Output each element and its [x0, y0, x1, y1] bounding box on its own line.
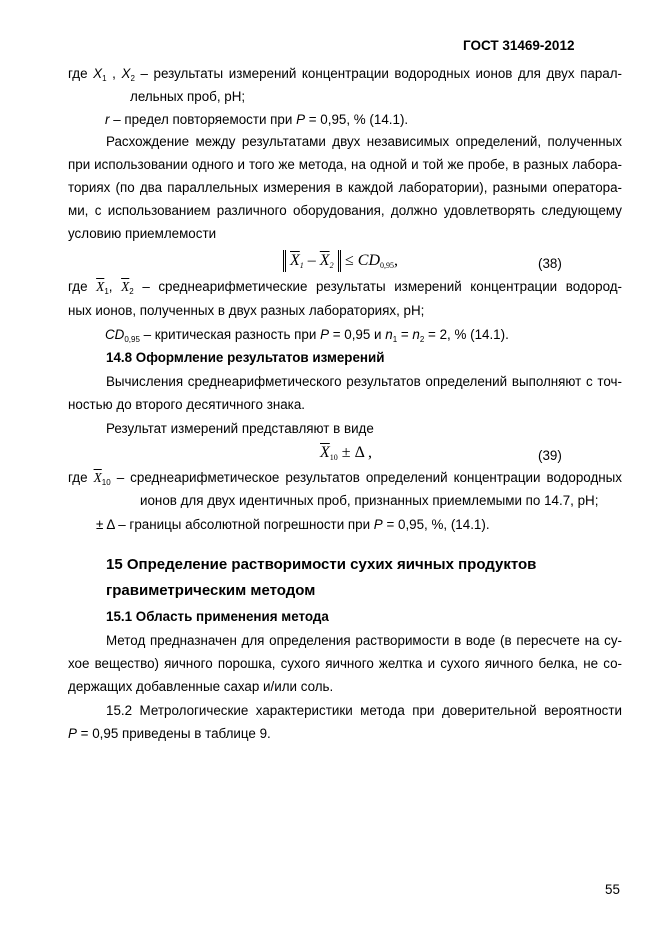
where-xbar-continuation: ных ионов, полученных в двух разных лабораториях, pH;: [68, 303, 425, 318]
discrepancy-para-line: ториях (по два параллельных измерения в каждой лаборатории), разными оператора-: [68, 180, 622, 195]
separator: ,: [106, 66, 122, 81]
cd-text: – критическая разность при: [139, 327, 321, 342]
x-subscript: 10: [101, 478, 111, 487]
where-label: где: [68, 279, 97, 294]
x1-subscript: 1: [299, 261, 304, 270]
abs-bar-left: [283, 250, 284, 272]
x-bar-symbol: $\overline{X}$: [320, 444, 330, 461]
where-x1-x2-line: [68, 66, 622, 81]
where-xbar-text: – среднеарифметические результаты измерений концентрации водород-: [133, 279, 622, 294]
separator: ,: [108, 279, 113, 294]
x2-subscript: 2: [130, 74, 135, 83]
abs-bar-right-inner: [340, 250, 341, 272]
formula-38-rhs: [345, 252, 398, 270]
formula-38: [290, 252, 334, 270]
discrepancy-para-line: при использовании одного и того же метода, на одной и той же пробе, в разных лабора-: [68, 157, 622, 172]
n2-symbol: n: [412, 327, 420, 342]
section-15-2-line: 15.2 Метрологические характеристики метода при доверительной вероятности: [106, 703, 622, 718]
section-15-heading: 15 Определение растворимости сухих яичных продуктов: [106, 556, 537, 573]
where-x1-x2-text: – результаты измерений концентрации водородных ионов для двух парал-: [134, 66, 622, 81]
p-symbol: P: [68, 726, 77, 741]
cd-symbol: CD: [357, 252, 381, 269]
x1-bar-symbol: $\overline{X}$: [96, 279, 105, 294]
cd-subscript: 0,95: [124, 335, 140, 344]
p-symbol: P: [296, 112, 306, 127]
r-tail: = 0,95, % (14.1).: [305, 112, 409, 127]
leq-sign: ≤: [345, 252, 354, 269]
where-x10-continuation: ионов для двух идентичных проб, признанных приемлемыми по 14.7, pH;: [140, 493, 599, 508]
where-x1-x2-continuation: лельных проб, pH;: [130, 89, 246, 104]
delta-tail: = 0,95, %, (14.1).: [382, 517, 490, 532]
n1-subscript: 1: [392, 335, 398, 344]
x-bar-symbol: $\overline{X}$: [93, 470, 102, 485]
discrepancy-para-line: Расхождение между результатами двух независимых определений, полученных: [106, 134, 622, 149]
equals: =: [397, 327, 413, 342]
method-purpose-last: держащих добавленные сахар и/или соль.: [68, 679, 334, 694]
r-text: – предел повторяемости при: [109, 112, 297, 127]
section-15-2-tail: = 0,95 приведены в таблице 9.: [76, 726, 271, 741]
where-x10-text: – среднеарифметическое результатов определений концентрации водородных: [110, 470, 622, 485]
x2-subscript: 2: [129, 287, 134, 296]
page-number: 55: [605, 882, 620, 897]
x-subscript: 10: [329, 453, 338, 462]
plus-minus-delta: ± Δ ,: [341, 444, 372, 461]
cd-tail: = 2, % (14.1).: [424, 327, 509, 342]
x2-symbol: X: [121, 66, 131, 81]
abs-bar-left-inner: [285, 250, 286, 272]
method-purpose-line: Метод предназначен для определения растворимости в воде (в пересчете на су-: [106, 633, 622, 648]
n1-symbol: n: [385, 327, 393, 342]
section-15-2-last: [68, 726, 271, 741]
where-label: где: [68, 66, 94, 81]
plus-minus-delta: ± Δ: [96, 517, 115, 532]
x1-subscript: 1: [104, 287, 109, 296]
x2-bar-symbol: $\overline{X}$: [319, 252, 330, 269]
abs-bar-right: [338, 250, 339, 272]
minus-sign: –: [307, 252, 316, 269]
result-presentation-line: Результат измерений представляют в виде: [106, 421, 374, 436]
x2-bar-symbol: $\overline{X}$: [121, 279, 130, 294]
comma: ,: [394, 252, 399, 269]
where-x10-line: [68, 470, 622, 486]
delta-text: – границы абсолютной погрешности при: [114, 517, 374, 532]
n2-subscript: 2: [419, 335, 425, 344]
cd-mid: = 0,95 и: [329, 327, 386, 342]
x1-subscript: 1: [102, 74, 107, 83]
discrepancy-para-line: ми, с использованием различного оборудования, должно удовлетворять следующему: [68, 203, 622, 218]
where-label: где: [68, 470, 94, 485]
p-symbol: P: [320, 327, 329, 342]
section-14-8-heading: 14.8 Оформление результатов измерений: [106, 350, 385, 365]
x2-subscript: 2: [329, 261, 334, 270]
critical-difference-line: [105, 327, 509, 342]
section-14-8-para-line: Вычисления среднеарифметического результатов определений выполняют с точ-: [106, 374, 622, 389]
equation-number-39: (39): [538, 448, 562, 463]
cd-symbol: CD: [105, 327, 125, 342]
equation-number-38: (38): [538, 256, 562, 271]
where-xbar-line: [68, 279, 622, 295]
r-symbol: r: [105, 112, 110, 127]
formula-39: [320, 444, 372, 462]
section-14-8-para-last: ностью до второго десятичного знака.: [68, 397, 305, 412]
section-15-heading-cont: гравиметрическим методом: [106, 582, 316, 599]
discrepancy-para-last-line: условию приемлемости: [68, 226, 217, 241]
x1-bar-symbol: $\overline{X}$: [290, 252, 300, 269]
x1-symbol: X: [93, 66, 103, 81]
section-15-1-heading: 15.1 Область применения метода: [106, 609, 329, 624]
p-symbol: P: [373, 517, 383, 532]
delta-definition-line: [96, 517, 490, 532]
document-standard-number: ГОСТ 31469-2012: [463, 38, 575, 53]
method-purpose-line: хое вещество) яичного порошка, сухого яичного желтка и сухого яичного белка, не со-: [68, 656, 622, 671]
repeatability-limit-line: [105, 112, 408, 127]
cd-subscript: 0,95: [380, 261, 395, 270]
